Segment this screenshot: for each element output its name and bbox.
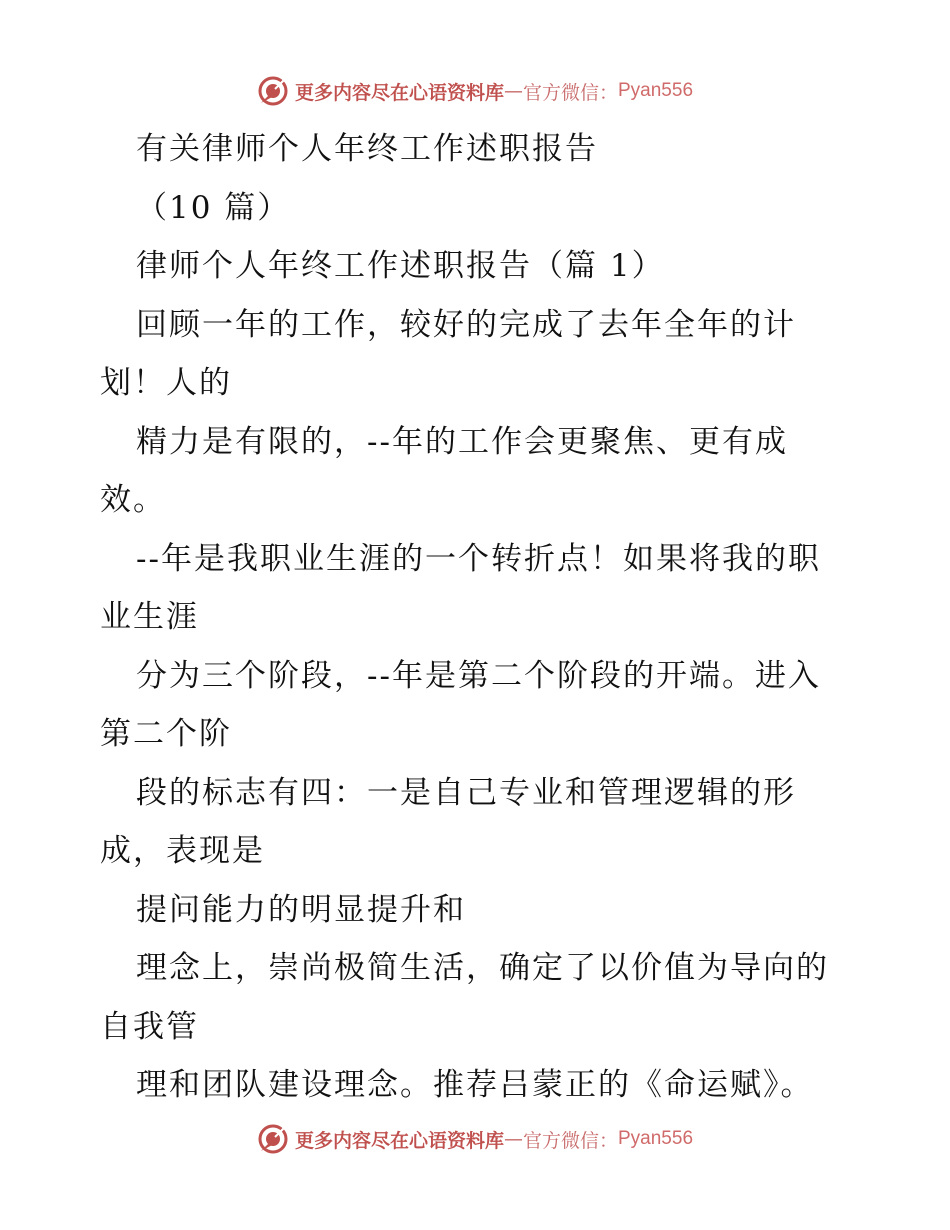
text-line: 提问能力的明显提升和 xyxy=(136,891,466,928)
banner-wechat-label: 官方微信： xyxy=(522,1129,618,1152)
document-body xyxy=(100,120,870,1115)
header-watermark-banner xyxy=(0,71,950,111)
banner-wechat-label: 官方微信： xyxy=(522,81,618,104)
text-line: --年是我职业生涯的一个转折点！如果将我的职 xyxy=(136,540,821,577)
banner-dash: — xyxy=(503,1128,523,1150)
banner-brand-text: 更多内容尽在心语资料库 xyxy=(294,81,504,104)
banner-brand-text: 更多内容尽在心语资料库 xyxy=(294,1129,504,1152)
banner-dash: — xyxy=(503,80,523,102)
text-line: 分为三个阶段，--年是第二个阶段的开端。进入 xyxy=(136,657,821,694)
text-line: 成，表现是 xyxy=(100,833,265,869)
text-line: 自我管 xyxy=(100,1008,199,1045)
document-title: 有关律师个人年终工作述职报告 xyxy=(136,131,598,167)
banner-wechat-id: Pyan556 xyxy=(618,80,694,101)
text-line: 精力是有限的，--年的工作会更聚焦、更有成 xyxy=(136,423,788,460)
footer-watermark-banner xyxy=(0,1119,950,1159)
text-line: 回顾一年的工作，较好的完成了去年全年的计 xyxy=(136,306,796,343)
banner-wechat-id: Pyan556 xyxy=(618,1128,694,1149)
text-line: 第二个阶 xyxy=(100,716,232,752)
text-line: 划！人的 xyxy=(100,365,232,401)
text-line: 业生涯 xyxy=(100,599,199,635)
pen-circle-logo-icon xyxy=(257,75,289,107)
text-line: 理念上，崇尚极简生活，确定了以价值为导向的 xyxy=(136,950,829,986)
text-line: 段的标志有四：一是自己专业和管理逻辑的形 xyxy=(136,774,796,811)
document-subtitle: （10 篇） xyxy=(136,189,291,226)
text-line: 理和团队建设理念。推荐吕蒙正的《命运赋》。 xyxy=(136,1067,814,1103)
section-heading: 律师个人年终工作述职报告（篇 1） xyxy=(136,248,665,284)
pen-circle-logo-icon xyxy=(257,1123,289,1155)
text-line: 效。 xyxy=(100,482,166,518)
